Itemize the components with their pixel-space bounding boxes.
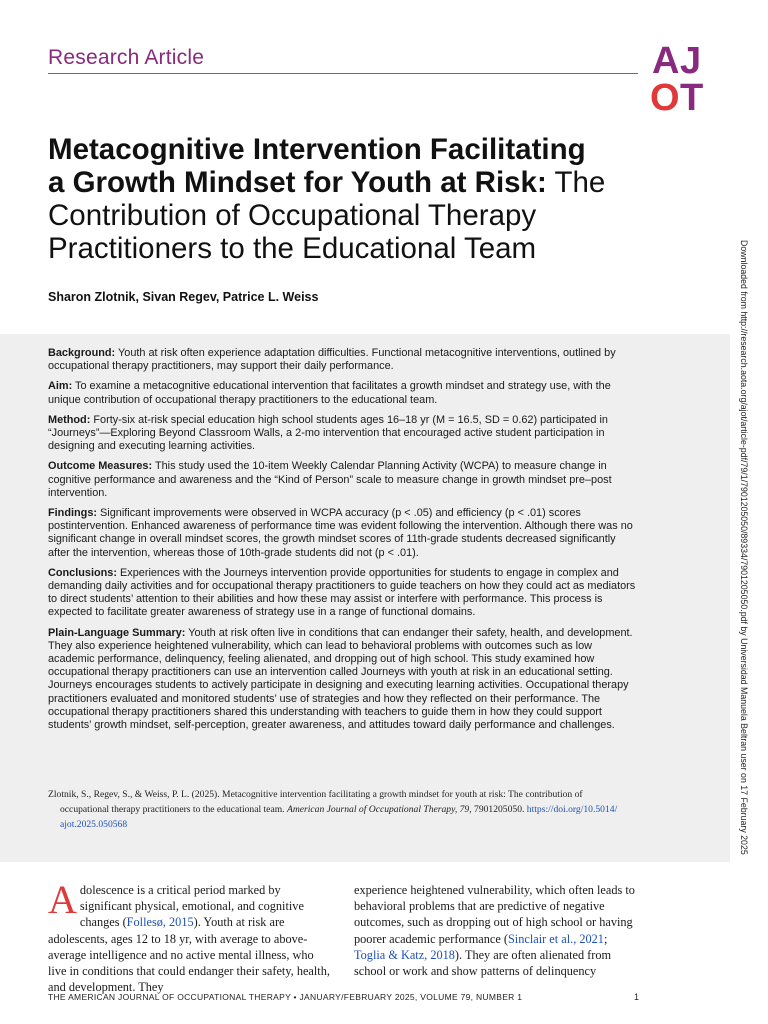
doi-link-part1[interactable]: https://doi.org/10.5014/ [526,804,618,815]
citation-link-toglia[interactable]: Toglia & Katz, 2018 [354,947,455,962]
ajot-logo [650,40,714,112]
abstract-outcome [48,460,638,500]
method-label: Method: [48,413,91,426]
logo-letter-o: O [650,77,680,112]
title-bold-line1: Metacognitive Intervention Facilitating [48,133,586,166]
outcome-text: This study used the 10-item Weekly Calendar Planning Activity (WCPA) to measure change in cognitive performance and awareness and the “Kind of Person” scale to measure change in growth mindset pre–post intervention. [48,460,612,499]
title-bold-line2: a Growth Mindset for Youth at Risk: [48,166,547,199]
method-text: Forty-six at-risk special education high school students ages 16–18 yr (M = 16.5, SD = 0.62) participated in “Journeys”—Exploring Beyond Classroom Walls, a 2-mo intervention that encouraged active student participation in designing and executing learning activities. [48,413,608,453]
abstract-aim [48,380,638,406]
title-light-line3: Contribution of Occupational Therapy [48,199,537,232]
findings-text: Significant improvements were observed in WCPA accuracy (p < .05) and efficiency (p < .01) scores postintervention. Enhanced awareness of performance time was evident following the intervention. Although there was no significant change in overall mindset scores, the growth mindset scores of 11th-grade students decreased significantly after the intervention, whereas those of 10th-grade students did not (p < .01). [48,507,633,559]
abstract-background [48,347,638,373]
abstract-method [48,414,638,454]
citation-link-sinclair[interactable]: Sinclair et al., 2021 [507,931,604,946]
citation-line1: Zlotnik, S., Regev, S., & Weiss, P. L. (2025). Metacognitive intervention facilitating a growth mindset for youth at risk: The contribution of [48,789,583,800]
findings-label: Findings: [48,507,97,520]
plain-text: Youth at risk often live in conditions that can endanger their safety, health, and development. They also experience heightened vulnerability, which can lead to behavioral problems with outcomes such as low academic performance, delinquency, feeling alienated, and dropping out of high school. This study examined how occupational therapy practitioners can use an intervention called Journeys with youth at risk in an educational setting. Journeys encourages students to actively participate in designing and executing learning activities. Occupational therapy practitioners evaluated and monitored students’ use of strategies and how they reflected on their performance. The occupational therapy practitioners shared this understanding with teachers to guide them in how they could support students’ growth mindset, self-perception, greater awareness, and attitudes toward daily performance and challenges. [48,626,633,732]
title-light-line4: Practitioners to the Educational Team [48,232,537,265]
drop-cap: A [48,877,77,922]
aim-text: To examine a metacognitive educational intervention that facilitates a growth mindset and strategy use, with the unique contribution of occupational therapy practitioners to the educational team. [48,380,611,406]
right-text-1: experience heightened vulnerability, which often leads to behavioral problems that are predictive of negative outcomes, such as dropping out of high school or having poorer academic performance ( [354,883,635,946]
citation-line2-tail: 7901205050. [471,804,527,815]
doi-link-part2[interactable]: ajot.2025.050568 [60,819,128,830]
citation-link-follesoe[interactable]: Follesø, 2015 [126,915,194,930]
download-notice: Downloaded from http://research.aota.org/ajot/article-pdf/79/1/7901205050/89334/7901205050.pdf by Universidad Manuela Beltran user on 17 February 2025 [739,240,749,855]
right-sep: ; [603,931,608,946]
abstract-plain-summary [48,627,638,733]
left-text-1: dolescence is a critical period marked by significant physical, emotional, and cognitive changes ( [79,883,304,930]
abstract-conclusions [48,567,638,620]
citation-line2: occupational therapy practitioners to the educational team. [60,804,287,815]
author-list: Sharon Zlotnik, Sivan Regev, Patrice L. Weiss [48,290,319,304]
page-number: 1 [634,992,640,1002]
left-text-2: ). Youth at risk are adolescents, ages 12 to 18 yr, with average to above-average intelligence and no active mental illness, who live in conditions that could endanger their safety, health, and development. They [48,915,330,995]
logo-letter-a: A [652,40,680,82]
logo-letter-j: J [680,40,702,82]
outcome-label: Outcome Measures: [48,460,153,473]
abstract-findings [48,507,638,560]
title-light-line2: The [546,166,606,199]
footer-journal-line: THE AMERICAN JOURNAL OF OCCUPATIONAL THERAPY • JANUARY/FEBRUARY 2025, VOLUME 79, NUMBER 1 [48,992,523,1002]
article-title [48,133,688,265]
conclusions-label: Conclusions: [48,566,117,579]
background-text: Youth at risk often experience adaptation difficulties. Functional metacognitive interventions, outlined by occupational therapy practitioners, may support their daily performance. [48,347,616,373]
conclusions-text: Experiences with the Journeys intervention provide opportunities for students to engage in complex and demanding daily activities and for occupational therapy practitioners to guide teachers on how they could act as mediators to direct students’ attention to their abilities and how these may assist or interfere with performance. This process is expected to facilitate greater awareness of strategy use in a range of functional domains. [48,566,636,619]
citation [48,787,648,832]
body-column-right [354,882,640,979]
section-label: Research Article [48,46,205,69]
aim-label: Aim: [48,380,73,393]
plain-label: Plain-Language Summary: [48,626,186,639]
citation-journal: American Journal of Occupational Therapy, 79, [286,804,472,815]
section-divider [48,73,638,74]
right-text-2: ). They are often alienated from school or work and show patterns of delinquency [354,947,612,979]
abstract [48,347,638,739]
background-label: Background: [48,347,116,359]
logo-letter-t: T [680,77,704,112]
body-column-left [48,877,334,995]
